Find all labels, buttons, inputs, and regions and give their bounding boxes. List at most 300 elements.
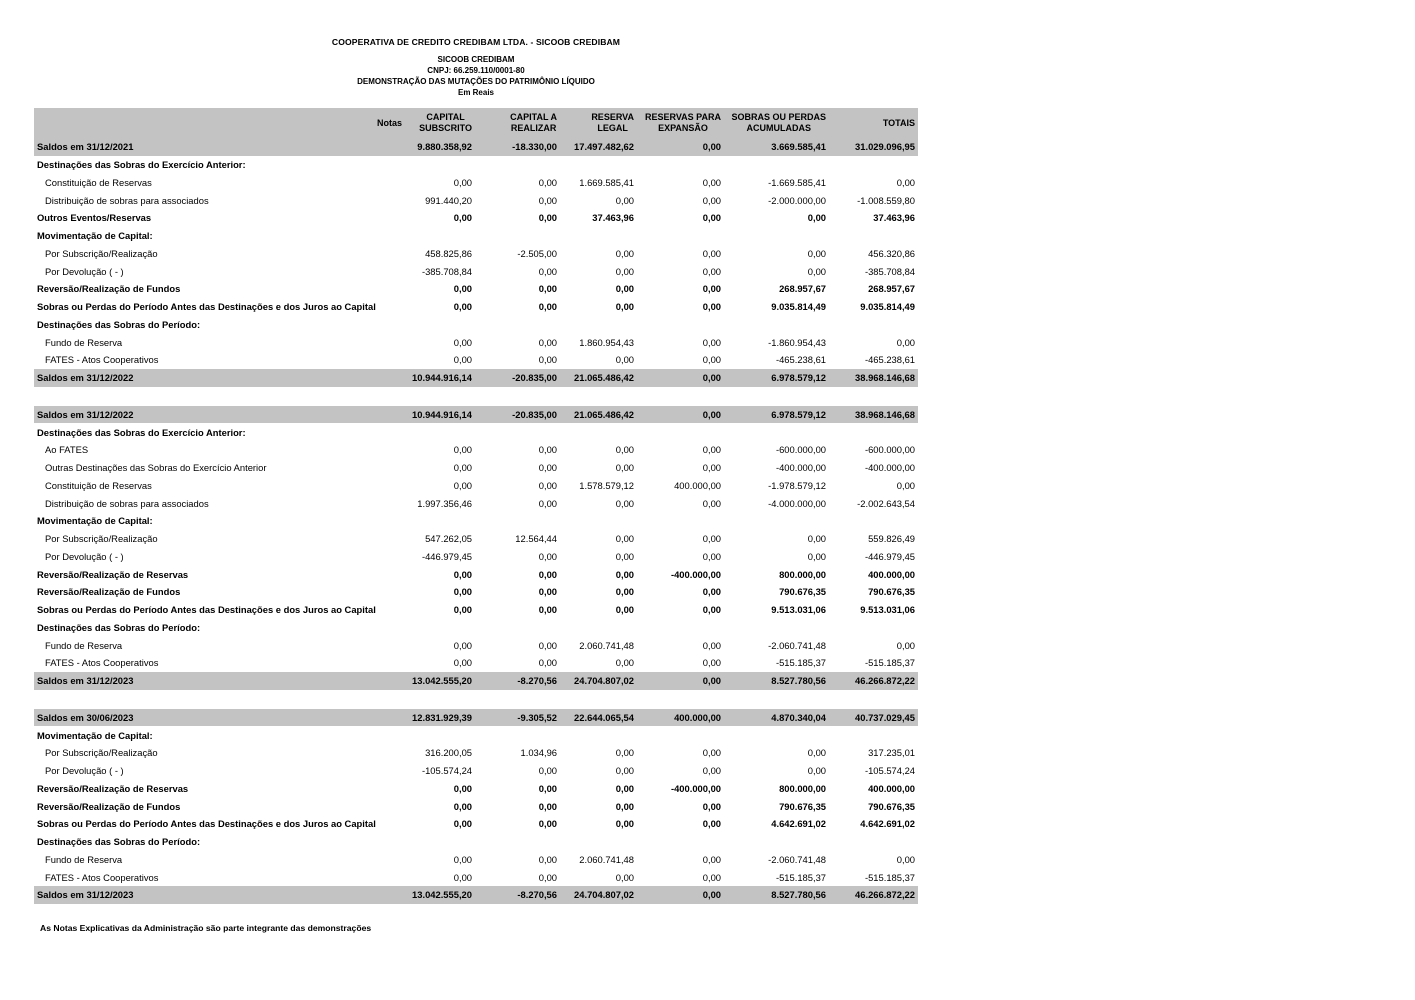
cell-value: 0,00: [453, 444, 472, 456]
row-label: Constituição de Reservas: [45, 479, 152, 491]
cell-value: 0,00: [538, 212, 557, 224]
cell-value: 0,00: [453, 212, 472, 224]
cell-value: 0,00: [702, 408, 721, 420]
cell-value: -2.060.741,48: [768, 853, 826, 865]
cell-value: 12.564,44: [515, 533, 557, 545]
cell-value: -20.835,00: [512, 408, 557, 420]
cell-value: 13.042.555,20: [412, 675, 472, 687]
cell-value: 0,00: [538, 871, 557, 883]
cell-value: 0,00: [702, 889, 721, 901]
cell-value: -515.185,37: [775, 871, 826, 883]
cell-value: 21.065.486,42: [574, 372, 634, 384]
balance-row: [34, 672, 918, 690]
cell-value: -18.330,00: [512, 141, 557, 153]
cell-value: 0,00: [538, 657, 557, 669]
detail-row: [34, 548, 918, 566]
cell-value: 0,00: [538, 604, 557, 616]
cell-value: 0,00: [615, 247, 634, 259]
detail-row: [34, 494, 918, 512]
cell-value: -105.574,24: [864, 765, 915, 777]
cell-value: 0,00: [453, 800, 472, 812]
cell-value: 0,00: [702, 176, 721, 188]
footer-note: As Notas Explicativas da Administração são parte integrante das demonstrações: [40, 922, 372, 933]
entity-name: SICOOB CREDIBAM: [437, 55, 515, 64]
cell-value: 0,00: [896, 336, 915, 348]
cell-value: 0,00: [615, 818, 634, 830]
cell-value: 0,00: [453, 657, 472, 669]
cell-value: 8.527.780,56: [771, 889, 826, 901]
cell-value: 0,00: [615, 568, 634, 580]
cell-value: 0,00: [702, 871, 721, 883]
cell-value: 21.065.486,42: [574, 408, 634, 420]
cell-value: 559.826,49: [868, 533, 915, 545]
cell-value: 1.578.579,12: [579, 479, 634, 491]
cell-value: -400.000,00: [864, 462, 915, 474]
cell-value: 800.000,00: [779, 782, 826, 794]
cell-value: 790.676,35: [868, 586, 915, 598]
row-label: Por Devolução ( - ): [45, 265, 124, 277]
cell-value: 0,00: [453, 336, 472, 348]
cell-value: 0,00: [615, 604, 634, 616]
cell-value: 0,00: [538, 568, 557, 580]
row-label: Por Subscrição/Realização: [45, 747, 158, 759]
cell-value: 0,00: [538, 301, 557, 313]
cell-value: 0,00: [702, 675, 721, 687]
cell-value: 31.029.096,95: [855, 141, 915, 153]
column-header-capital-subscrito: CAPITAL SUBSCRITO: [419, 112, 472, 133]
cell-value: 3.669.585,41: [771, 141, 826, 153]
row-label: Saldos em 31/12/2021: [37, 141, 134, 153]
cell-value: 1.997.356,46: [417, 497, 472, 509]
row-label: Reversão/Realização de Fundos: [37, 283, 181, 295]
cell-value: 0,00: [702, 604, 721, 616]
cell-value: -600.000,00: [775, 444, 826, 456]
cell-value: 9.880.358,92: [417, 141, 472, 153]
group-row: [34, 423, 918, 441]
detail-row: [34, 459, 918, 477]
row-label: Distribuição de sobras para associados: [45, 497, 209, 509]
cell-value: 40.737.029,45: [855, 711, 915, 723]
cell-value: 0,00: [702, 533, 721, 545]
row-label: Reversão/Realização de Fundos: [37, 586, 181, 598]
cnpj-line: CNPJ: 66.259.110/0001-80: [427, 66, 525, 75]
cell-value: 0,00: [538, 550, 557, 562]
cell-value: 0,00: [702, 283, 721, 295]
cell-value: 0,00: [538, 497, 557, 509]
cell-value: 9.035.814,49: [860, 301, 915, 313]
cell-value: 0,00: [615, 301, 634, 313]
cell-value: -385.708,84: [421, 265, 472, 277]
detail-row: [34, 351, 918, 369]
statement-section: [34, 138, 918, 387]
cell-value: 0,00: [538, 265, 557, 277]
cell-value: 46.266.872,22: [855, 675, 915, 687]
cell-value: 37.463,96: [873, 212, 915, 224]
cell-value: -105.574,24: [421, 765, 472, 777]
cell-value: 9.513.031,06: [860, 604, 915, 616]
row-label: FATES - Atos Cooperativos: [45, 657, 159, 669]
statement-section: [34, 709, 918, 904]
cell-value: 0,00: [615, 782, 634, 794]
row-label: Sobras ou Perdas do Período Antes das Destinações e dos Juros ao Capital: [37, 301, 376, 313]
balance-row: [34, 138, 918, 156]
document-header: [34, 36, 918, 98]
subtotal-row: [34, 583, 918, 601]
cell-value: 0,00: [615, 497, 634, 509]
cell-value: 0,00: [538, 818, 557, 830]
row-label: Constituição de Reservas: [45, 176, 152, 188]
cell-value: 10.944.916,14: [412, 408, 472, 420]
detail-row: [34, 441, 918, 459]
cell-value: 10.944.916,14: [412, 372, 472, 384]
cell-value: 0,00: [702, 247, 721, 259]
cell-value: 0,00: [615, 550, 634, 562]
row-label: Reversão/Realização de Reservas: [37, 568, 189, 580]
row-label: FATES - Atos Cooperativos: [45, 354, 159, 366]
cell-value: 22.644.065,54: [574, 711, 634, 723]
cell-value: 0,00: [615, 194, 634, 206]
cell-value: 0,00: [807, 265, 826, 277]
cell-value: -8.270,56: [517, 889, 557, 901]
row-label: Movimentação de Capital:: [37, 230, 153, 242]
row-label: Outros Eventos/Reservas: [37, 212, 152, 224]
row-label: Destinações das Sobras do Período:: [37, 621, 201, 633]
cell-value: 400.000,00: [868, 568, 915, 580]
cell-value: 800.000,00: [779, 568, 826, 580]
cell-value: 9.513.031,06: [771, 604, 826, 616]
cell-value: 400.000,00: [674, 479, 721, 491]
cell-value: 0,00: [702, 586, 721, 598]
detail-row: [34, 333, 918, 351]
cell-value: -400.000,00: [775, 462, 826, 474]
cell-value: 0,00: [702, 194, 721, 206]
cell-value: -1.008.559,80: [857, 194, 915, 206]
cell-value: 0,00: [615, 747, 634, 759]
cell-value: 1.034,96: [520, 747, 557, 759]
cell-value: 17.497.482,62: [574, 141, 634, 153]
cell-value: 0,00: [538, 800, 557, 812]
group-row: [34, 619, 918, 637]
cell-value: 0,00: [896, 479, 915, 491]
cell-value: 0,00: [453, 462, 472, 474]
cell-value: 1.860.954,43: [579, 336, 634, 348]
company-title: COOPERATIVA DE CREDITO CREDIBAM LTDA. - SICOOB CREDIBAM: [331, 37, 621, 47]
cell-value: 316.200,05: [425, 747, 472, 759]
column-header-reserva-legal: RESERVA LEGAL: [591, 112, 634, 133]
cell-value: -4.000.000,00: [768, 497, 826, 509]
cell-value: -400.000,00: [670, 782, 721, 794]
cell-value: 8.527.780,56: [771, 675, 826, 687]
group-row: [34, 512, 918, 530]
cell-value: -1.978.579,12: [768, 479, 826, 491]
cell-value: 0,00: [538, 586, 557, 598]
subtotal-row: [34, 565, 918, 583]
cell-value: 0,00: [538, 354, 557, 366]
detail-row: [34, 477, 918, 495]
row-label: FATES - Atos Cooperativos: [45, 871, 159, 883]
cell-value: 0,00: [615, 354, 634, 366]
row-label: Fundo de Reserva: [45, 639, 123, 651]
detail-row: [34, 744, 918, 762]
detail-row: [34, 636, 918, 654]
cell-value: -2.060.741,48: [768, 639, 826, 651]
row-label: Saldos em 31/12/2023: [37, 889, 134, 901]
cell-value: -515.185,37: [775, 657, 826, 669]
row-label: Por Subscrição/Realização: [45, 533, 158, 545]
cell-value: 0,00: [538, 639, 557, 651]
row-label: Por Devolução ( - ): [45, 550, 124, 562]
cell-value: 6.978.579,12: [771, 408, 826, 420]
cell-value: -20.835,00: [512, 372, 557, 384]
cell-value: 0,00: [615, 533, 634, 545]
cell-value: -2.000.000,00: [768, 194, 826, 206]
cell-value: 12.831.929,39: [412, 711, 472, 723]
cell-value: 0,00: [453, 782, 472, 794]
cell-value: 790.676,35: [868, 800, 915, 812]
group-row: [34, 227, 918, 245]
row-label: Saldos em 30/06/2023: [37, 711, 134, 723]
cell-value: 0,00: [896, 853, 915, 865]
cell-value: 0,00: [538, 283, 557, 295]
row-label: Distribuição de sobras para associados: [45, 194, 209, 206]
cell-value: 400.000,00: [868, 782, 915, 794]
detail-row: [34, 262, 918, 280]
cell-value: 0,00: [538, 336, 557, 348]
cell-value: 0,00: [453, 586, 472, 598]
cell-value: -385.708,84: [864, 265, 915, 277]
cell-value: 0,00: [702, 141, 721, 153]
cell-value: -9.305,52: [517, 711, 557, 723]
statement-title: DEMONSTRAÇÃO DAS MUTAÇÕES DO PATRIMÔNIO LÍQUIDO: [357, 77, 595, 86]
cell-value: 0,00: [538, 444, 557, 456]
row-label: Fundo de Reserva: [45, 336, 123, 348]
cell-value: 0,00: [538, 194, 557, 206]
cell-value: 0,00: [615, 657, 634, 669]
cell-value: 0,00: [453, 568, 472, 580]
column-header-notas: Notas: [376, 118, 402, 128]
detail-row: [34, 245, 918, 263]
cell-value: 0,00: [615, 462, 634, 474]
cell-value: 0,00: [538, 782, 557, 794]
cell-value: -515.185,37: [864, 871, 915, 883]
group-row: [34, 726, 918, 744]
row-label: Movimentação de Capital:: [37, 515, 153, 527]
cell-value: 0,00: [702, 639, 721, 651]
cell-value: 0,00: [702, 765, 721, 777]
detail-row: [34, 654, 918, 672]
column-header-capital-a-realizar: CAPITAL A REALIZAR: [510, 112, 557, 133]
cell-value: 790.676,35: [779, 586, 826, 598]
row-label: Fundo de Reserva: [45, 853, 123, 865]
cell-value: 0,00: [615, 871, 634, 883]
row-label: Saldos em 31/12/2023: [37, 675, 134, 687]
cell-value: 0,00: [453, 871, 472, 883]
cell-value: 0,00: [807, 550, 826, 562]
currency-note: Em Reais: [457, 88, 495, 97]
cell-value: 0,00: [538, 176, 557, 188]
cell-value: 0,00: [702, 212, 721, 224]
cell-value: 0,00: [702, 853, 721, 865]
row-label: Destinações das Sobras do Exercício Anterior:: [37, 159, 246, 171]
cell-value: 0,00: [702, 800, 721, 812]
cell-value: 0,00: [807, 247, 826, 259]
cell-value: 9.035.814,49: [771, 301, 826, 313]
subtotal-row: [34, 797, 918, 815]
cell-value: -1.860.954,43: [768, 336, 826, 348]
cell-value: -8.270,56: [517, 675, 557, 687]
detail-row: [34, 851, 918, 869]
table-header-band: [34, 108, 918, 138]
row-label: Destinações das Sobras do Exercício Anterior:: [37, 426, 246, 438]
cell-value: 991.440,20: [425, 194, 472, 206]
row-label: Sobras ou Perdas do Período Antes das Destinações e dos Juros ao Capital: [37, 604, 376, 616]
cell-value: -2.002.643,54: [857, 497, 915, 509]
cell-value: 0,00: [615, 765, 634, 777]
balance-row: [34, 709, 918, 727]
cell-value: 317.235,01: [868, 747, 915, 759]
subtotal-row: [34, 601, 918, 619]
row-label: Sobras ou Perdas do Período Antes das Destinações e dos Juros ao Capital: [37, 818, 376, 830]
cell-value: -1.669.585,41: [768, 176, 826, 188]
cell-value: 0,00: [538, 765, 557, 777]
row-label: Reversão/Realização de Fundos: [37, 800, 181, 812]
cell-value: 1.669.585,41: [579, 176, 634, 188]
cell-value: 0,00: [453, 479, 472, 491]
row-label: Outras Destinações das Sobras do Exercício Anterior: [45, 462, 267, 474]
row-label: Movimentação de Capital:: [37, 729, 153, 741]
group-row: [34, 833, 918, 851]
cell-value: -600.000,00: [864, 444, 915, 456]
row-label: Destinações das Sobras do Período:: [37, 318, 201, 330]
cell-value: 0,00: [453, 604, 472, 616]
column-header-row: [34, 108, 918, 138]
column-header-reservas-expansao: RESERVAS PARA EXPANSÃO: [644, 112, 721, 133]
statement-section: [34, 406, 918, 690]
cell-value: 0,00: [453, 853, 472, 865]
cell-value: 0,00: [453, 283, 472, 295]
detail-row: [34, 191, 918, 209]
cell-value: 0,00: [807, 747, 826, 759]
cell-value: -465.238,61: [775, 354, 826, 366]
detail-row: [34, 868, 918, 886]
group-row: [34, 156, 918, 174]
cell-value: 268.957,67: [868, 283, 915, 295]
cell-value: 0,00: [538, 853, 557, 865]
subtotal-row: [34, 780, 918, 798]
group-row: [34, 316, 918, 334]
cell-value: 400.000,00: [674, 711, 721, 723]
cell-value: -2.505,00: [517, 247, 557, 259]
row-label: Saldos em 31/12/2022: [37, 408, 134, 420]
cell-value: 547.262,05: [425, 533, 472, 545]
equity-statement-table: [34, 108, 918, 904]
cell-value: 0,00: [702, 372, 721, 384]
cell-value: 0,00: [702, 657, 721, 669]
cell-value: -446.979,45: [864, 550, 915, 562]
cell-value: 0,00: [453, 354, 472, 366]
row-label: Por Subscrição/Realização: [45, 247, 158, 259]
detail-row: [34, 530, 918, 548]
cell-value: 0,00: [807, 765, 826, 777]
cell-value: 0,00: [538, 462, 557, 474]
cell-value: 0,00: [538, 479, 557, 491]
cell-value: 0,00: [702, 444, 721, 456]
balance-row: [34, 369, 918, 387]
cell-value: 13.042.555,20: [412, 889, 472, 901]
cell-value: 790.676,35: [779, 800, 826, 812]
subtotal-row: [34, 209, 918, 227]
cell-value: 0,00: [807, 533, 826, 545]
column-header-sobras-perdas: SOBRAS OU PERDAS ACUMULADAS: [731, 112, 826, 133]
cell-value: 4.642.691,02: [771, 818, 826, 830]
detail-row: [34, 174, 918, 192]
cell-value: -465.238,61: [864, 354, 915, 366]
cell-value: 6.978.579,12: [771, 372, 826, 384]
cell-value: 456.320,86: [868, 247, 915, 259]
cell-value: 0,00: [807, 212, 826, 224]
cell-value: 0,00: [702, 301, 721, 313]
row-label: Saldos em 31/12/2022: [37, 372, 134, 384]
cell-value: 4.642.691,02: [860, 818, 915, 830]
cell-value: 0,00: [702, 354, 721, 366]
column-header-totais: TOTAIS: [882, 118, 915, 128]
row-label: Reversão/Realização de Reservas: [37, 782, 189, 794]
cell-value: 0,00: [453, 176, 472, 188]
subtotal-row: [34, 298, 918, 316]
cell-value: 24.704.807,02: [574, 675, 634, 687]
cell-value: 0,00: [615, 265, 634, 277]
cell-value: 0,00: [702, 747, 721, 759]
row-label: Por Devolução ( - ): [45, 765, 124, 777]
cell-value: 24.704.807,02: [574, 889, 634, 901]
cell-value: 0,00: [896, 639, 915, 651]
cell-value: 2.060.741,48: [579, 639, 634, 651]
detail-row: [34, 762, 918, 780]
cell-value: 0,00: [453, 301, 472, 313]
balance-row: [34, 886, 918, 904]
cell-value: 38.968.146,68: [855, 372, 915, 384]
statement-document: [34, 36, 918, 933]
cell-value: 37.463,96: [592, 212, 634, 224]
subtotal-row: [34, 815, 918, 833]
cell-value: 4.870.340,04: [771, 711, 826, 723]
cell-value: 0,00: [453, 639, 472, 651]
cell-value: 0,00: [896, 176, 915, 188]
balance-row: [34, 406, 918, 424]
cell-value: 0,00: [702, 497, 721, 509]
cell-value: 0,00: [702, 336, 721, 348]
cell-value: 0,00: [702, 265, 721, 277]
cell-value: -400.000,00: [670, 568, 721, 580]
cell-value: 0,00: [702, 550, 721, 562]
cell-value: 0,00: [615, 283, 634, 295]
row-label: Destinações das Sobras do Período:: [37, 836, 201, 848]
cell-value: 0,00: [615, 800, 634, 812]
cell-value: 0,00: [615, 444, 634, 456]
cell-value: 458.825,86: [425, 247, 472, 259]
cell-value: 268.957,67: [779, 283, 826, 295]
cell-value: 0,00: [702, 462, 721, 474]
cell-value: 0,00: [615, 586, 634, 598]
cell-value: 38.968.146,68: [855, 408, 915, 420]
cell-value: -446.979,45: [421, 550, 472, 562]
cell-value: -515.185,37: [864, 657, 915, 669]
row-label: Ao FATES: [45, 444, 89, 456]
subtotal-row: [34, 280, 918, 298]
cell-value: 0,00: [453, 818, 472, 830]
cell-value: 0,00: [702, 818, 721, 830]
cell-value: 2.060.741,48: [579, 853, 634, 865]
